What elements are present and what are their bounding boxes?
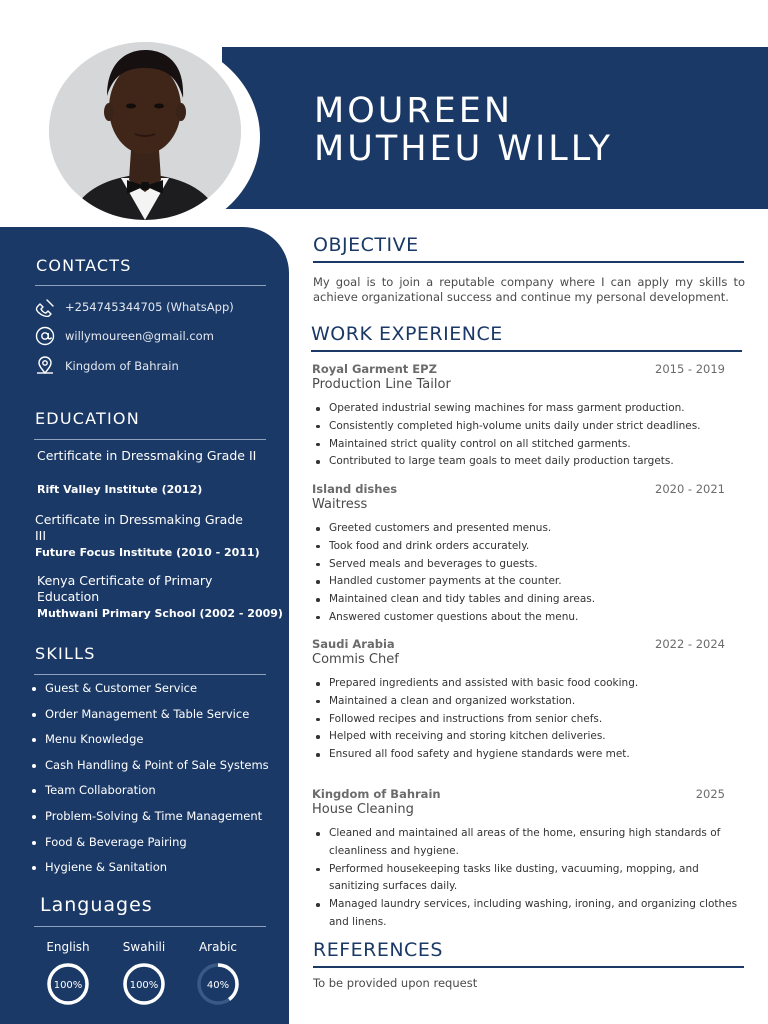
objective-text: My goal is to join a reputable company where I can apply my skills to achieve organizational success and continue my personal development. [313, 275, 745, 304]
references-text: To be provided upon request [313, 976, 478, 990]
job-duty: Maintained clean and tidy tables and dining areas. [311, 591, 743, 609]
language-name: Swahili [122, 940, 166, 954]
contact-location-text: Kingdom of Bahrain [65, 359, 179, 373]
language-level-ring [121, 961, 167, 1007]
job-duty: Greeted customers and presented menus. [311, 520, 743, 538]
education-title: Certificate in Dressmaking Grade III [35, 512, 243, 543]
languages-heading: Languages [40, 894, 153, 916]
language-name: Arabic [198, 940, 238, 954]
job-role: Waitress [312, 497, 368, 512]
job-role: Production Line Tailor [312, 377, 451, 392]
education-heading: EDUCATION [35, 409, 140, 428]
job-role: Commis Chef [312, 652, 399, 667]
email-icon [34, 326, 56, 346]
profile-photo [49, 42, 241, 220]
location-pin-icon [34, 356, 56, 376]
job-employer: Island dishes [312, 482, 398, 496]
portrait-illustration [49, 42, 241, 220]
job-duty: Cleaned and maintained all areas of the home, ensuring high standards of cleanliness and hygiene. [311, 825, 743, 861]
contact-email-text: willymoureen@gmail.com [65, 329, 214, 343]
skill-item: Guest & Customer Service [28, 681, 269, 707]
education-school: Muthwani Primary School (2002 - 2009) [37, 607, 283, 620]
job-duty: Managed laundry services, including washing, ironing, and organizing clothes and linens. [311, 896, 743, 932]
job-duty: Served meals and beverages to guests. [311, 556, 743, 574]
job-duty: Consistently completed high-volume units daily under strict deadlines. [311, 418, 743, 436]
job-duty: Ensured all food safety and hygiene standards were met. [311, 746, 743, 764]
language-item [188, 940, 248, 1007]
name-last: MUTHEU WILLY [314, 129, 614, 169]
contacts-heading: CONTACTS [36, 256, 132, 275]
job-duty: Answered customer questions about the menu. [311, 609, 743, 627]
work-experience-heading: WORK EXPERIENCE [311, 323, 503, 345]
job-duty: Performed housekeeping tasks like dusting, vacuuming, mopping, and sanitizing surfaces daily. [311, 861, 743, 897]
education-divider [34, 439, 266, 440]
phone-icon [34, 297, 56, 317]
job-years: 2020 - 2021 [655, 482, 725, 496]
job-years: 2025 [695, 787, 725, 801]
work-experience-divider [311, 350, 742, 352]
job-duty: Prepared ingredients and assisted with basic food cooking. [311, 675, 743, 693]
job-duty: Handled customer payments at the counter. [311, 573, 743, 591]
language-level-ring [195, 961, 241, 1007]
candidate-name [314, 92, 754, 168]
language-level-label: 40% [206, 980, 230, 991]
skill-item: Cash Handling & Point of Sale Systems [28, 758, 269, 784]
job-role: House Cleaning [312, 802, 414, 817]
skill-item: Food & Beverage Pairing [28, 835, 269, 861]
job-duties [311, 520, 743, 627]
job-duty: Maintained a clean and organized workstation. [311, 693, 743, 711]
contacts-divider [35, 285, 266, 286]
job-duty: Contributed to large team goals to meet daily production targets. [311, 453, 743, 471]
education-title: Certificate in Dressmaking Grade II [37, 448, 257, 463]
job-employer: Royal Garment EPZ [312, 362, 437, 376]
skill-item: Team Collaboration [28, 783, 269, 809]
language-item [38, 940, 98, 1007]
objective-heading: OBJECTIVE [313, 234, 419, 256]
job-employer: Kingdom of Bahrain [312, 787, 441, 801]
education-school: Future Focus Institute (2010 - 2011) [35, 546, 260, 559]
job-years: 2022 - 2024 [655, 637, 725, 651]
education-school: Rift Valley Institute (2012) [37, 483, 203, 496]
job-duty: Followed recipes and instructions from senior chefs. [311, 711, 743, 729]
job-employer: Saudi Arabia [312, 637, 395, 651]
language-level-ring [45, 961, 91, 1007]
skill-item: Hygiene & Sanitation [28, 860, 269, 886]
contact-phone-text: +254745344705 (WhatsApp) [65, 300, 234, 314]
name-first: MOUREEN [314, 91, 514, 131]
language-item [114, 940, 174, 1007]
contact-location [34, 356, 179, 376]
skills-list [28, 681, 269, 886]
objective-divider [313, 261, 744, 263]
job-duties [311, 825, 743, 932]
education-title: Kenya Certificate of Primary Education [37, 573, 213, 604]
references-heading: REFERENCES [313, 939, 443, 961]
references-divider [313, 966, 744, 968]
language-level-label: 100% [53, 980, 83, 991]
job-duty: Took food and drink orders accurately. [311, 538, 743, 556]
job-duties [311, 400, 743, 471]
skill-item: Problem-Solving & Time Management [28, 809, 269, 835]
job-duties [311, 675, 743, 764]
skills-divider [34, 674, 266, 675]
skills-heading: SKILLS [35, 644, 96, 663]
languages-divider [34, 926, 266, 927]
language-name: English [46, 940, 90, 954]
contact-phone[interactable] [34, 297, 234, 317]
contact-email[interactable] [34, 326, 214, 346]
job-duty: Maintained strict quality control on all stitched garments. [311, 436, 743, 454]
job-duty: Helped with receiving and storing kitchen deliveries. [311, 728, 743, 746]
skill-item: Order Management & Table Service [28, 707, 269, 733]
language-level-label: 100% [129, 980, 159, 991]
job-years: 2015 - 2019 [655, 362, 725, 376]
job-duty: Operated industrial sewing machines for mass garment production. [311, 400, 743, 418]
skill-item: Menu Knowledge [28, 732, 269, 758]
